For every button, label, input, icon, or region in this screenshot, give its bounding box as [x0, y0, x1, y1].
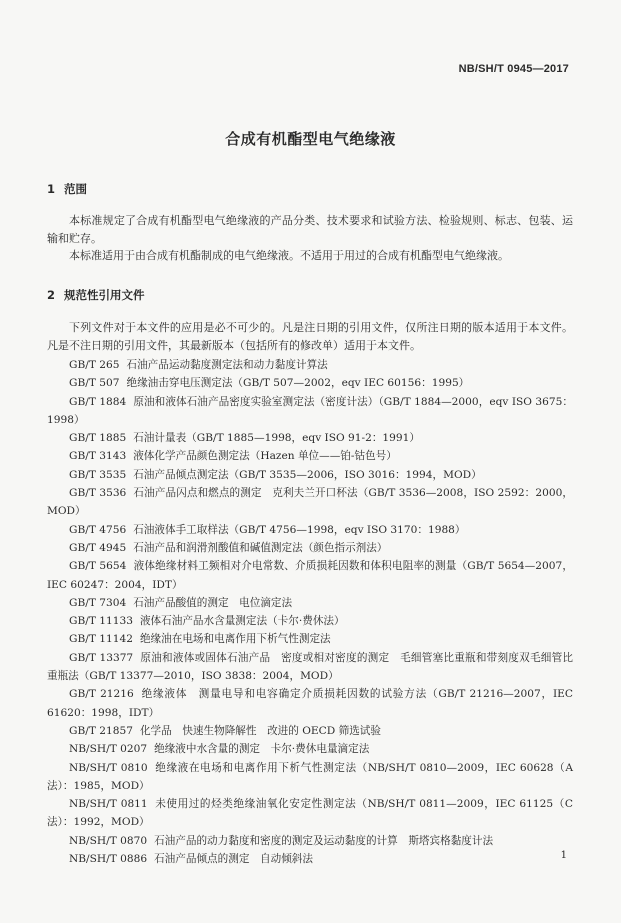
reference-code: GB/T 11133 — [69, 615, 133, 628]
reference-title: 绝缘油击穿电压测定法（GB/T 507—2002，eqv IEC 60156：1995） — [126, 377, 470, 390]
reference-code: GB/T 21857 — [69, 724, 133, 737]
document-title: 合成有机酯型电气绝缘液 — [225, 130, 396, 148]
reference-item — [47, 429, 573, 447]
reference-code: NB/SH/T 0886 — [69, 853, 148, 866]
section-title: 规范性引用文件 — [64, 288, 145, 302]
reference-item — [47, 630, 573, 648]
reference-title: 石油产品倾点测定法（GB/T 3535—2006，ISO 3016：1994，MOD） — [133, 468, 482, 481]
reference-code: NB/SH/T 0811 — [69, 798, 148, 811]
reference-item — [47, 447, 573, 465]
reference-title: 原油和液体石油产品密度实验室测定法（密度计法）（GB/T 1884—2000，eqv ISO 3675：1998） — [47, 395, 573, 426]
reference-code: GB/T 1884 — [69, 395, 127, 408]
reference-list — [47, 356, 573, 868]
reference-code: GB/T 265 — [69, 359, 120, 371]
reference-item — [47, 649, 573, 686]
reference-code: GB/T 13377 — [69, 651, 134, 664]
reference-code: GB/T 4945 — [69, 541, 127, 554]
reference-title: 液体石油产品水含量测定法（卡尔·费休法） — [139, 615, 345, 628]
section-number: 1 — [47, 182, 56, 196]
page-number: 1 — [560, 850, 567, 861]
reference-title: 石油计量表（GB/T 1885—1998，eqv ISO 91-2：1991） — [133, 432, 420, 445]
reference-item — [47, 539, 573, 557]
reference-title: 石油产品的动力黏度和密度的测定及运动黏度的计算 斯塔宾格黏度计法 — [154, 834, 494, 847]
scope-paragraph: 本标准适用于由合成有机酯制成的电气绝缘液。不适用于用过的合成有机酯型电气绝缘液。 — [69, 249, 509, 262]
section-number: 2 — [47, 288, 56, 302]
references-intro: 下列文件对于本文件的应用是必不可少的。凡是注日期的引用文件，仅所注日期的版本适用于本文件。凡是不注日期的引用文件，其最新版本（包括所有的修改单）适用于本文件。 — [47, 321, 573, 352]
reference-title: 绝缘液中水含量的测定 卡尔·费休电量滴定法 — [154, 743, 370, 756]
reference-item — [47, 685, 573, 722]
reference-title: 液体化学产品颜色测定法（Hazen 单位——铂-钴色号） — [133, 450, 397, 463]
reference-title: 绝缘油在电场和电离作用下析气性测定法 — [139, 633, 331, 646]
reference-title: 石油产品倾点的测定 自动倾斜法 — [154, 853, 313, 866]
reference-item — [47, 722, 573, 740]
reference-item — [47, 740, 573, 758]
scope-paragraph: 本标准规定了合成有机酯型电气绝缘液的产品分类、技术要求和试验方法、检验规则、标志、包装、运输和贮存。 — [47, 214, 573, 245]
reference-title: 石油产品酸值的测定 电位滴定法 — [133, 596, 293, 609]
reference-title: 绝缘液在电场和电离作用下析气性测定法（NB/SH/T 0810—2009，IEC 60628（A法）：1985，MOD） — [47, 761, 573, 792]
reference-item — [47, 850, 573, 868]
reference-item — [47, 557, 573, 594]
reference-code: GB/T 11142 — [69, 633, 133, 646]
reference-title: 原油和液体或固体石油产品 密度或相对密度的测定 毛细管塞比重瓶和带刻度双毛细管比重瓶法（GB/T 13377—2010，ISO 3838：2004，MOD） — [47, 651, 574, 683]
reference-code: GB/T 1885 — [69, 432, 127, 445]
reference-code: GB/T 3536 — [69, 487, 127, 500]
reference-item — [47, 594, 573, 612]
reference-title: 液体绝缘材料工频相对介电常数、介质损耗因数和体积电阻率的测量（GB/T 5654—2007，IEC 60247：2004，IDT） — [47, 560, 573, 591]
reference-title: 石油液体手工取样法（GB/T 4756—1998，eqv ISO 3170：1988） — [133, 523, 466, 536]
reference-code: GB/T 507 — [69, 377, 120, 390]
section-heading-scope — [47, 181, 87, 197]
section-title: 范围 — [64, 182, 87, 196]
reference-item — [47, 356, 573, 374]
reference-item — [47, 832, 573, 850]
reference-item — [47, 393, 573, 430]
reference-item — [47, 612, 573, 630]
reference-code: GB/T 4756 — [69, 523, 127, 536]
reference-code: GB/T 3535 — [69, 468, 127, 481]
reference-title: 石油产品和润滑剂酸值和碱值测定法（颜色指示剂法） — [133, 541, 388, 554]
reference-code: NB/SH/T 0870 — [69, 834, 148, 847]
reference-code: GB/T 21216 — [69, 688, 134, 701]
reference-title: 石油产品运动黏度测定法和动力黏度计算法 — [126, 359, 328, 371]
section-heading-normative-references — [47, 287, 145, 303]
standard-code: NB/SH/T 0945—2017 — [458, 63, 569, 75]
reference-code: NB/SH/T 0207 — [69, 743, 148, 756]
reference-title: 绝缘液体 测量电导和电容确定介质损耗因数的试验方法（GB/T 21216—2007，IEC 61620：1998，IDT） — [47, 688, 574, 719]
reference-title: 化学品 快速生物降解性 改进的 OECD 筛选试验 — [139, 724, 381, 737]
reference-item — [47, 795, 573, 832]
reference-code: NB/SH/T 0810 — [69, 761, 148, 774]
reference-item — [47, 466, 573, 484]
reference-code: GB/T 5654 — [69, 560, 127, 573]
reference-item — [47, 521, 573, 539]
reference-code: GB/T 7304 — [69, 596, 127, 609]
reference-item — [47, 759, 573, 796]
reference-code: GB/T 3143 — [69, 450, 127, 463]
reference-item — [47, 484, 573, 521]
reference-item — [47, 374, 573, 392]
reference-title: 未使用过的烃类绝缘油氧化安定性测定法（NB/SH/T 0811—2009，IEC 61125（C法）：1992，MOD） — [47, 798, 573, 829]
reference-title: 石油产品闪点和燃点的测定 克利夫兰开口杯法（GB/T 3536—2008，ISO 2592：2000，MOD） — [47, 487, 573, 518]
